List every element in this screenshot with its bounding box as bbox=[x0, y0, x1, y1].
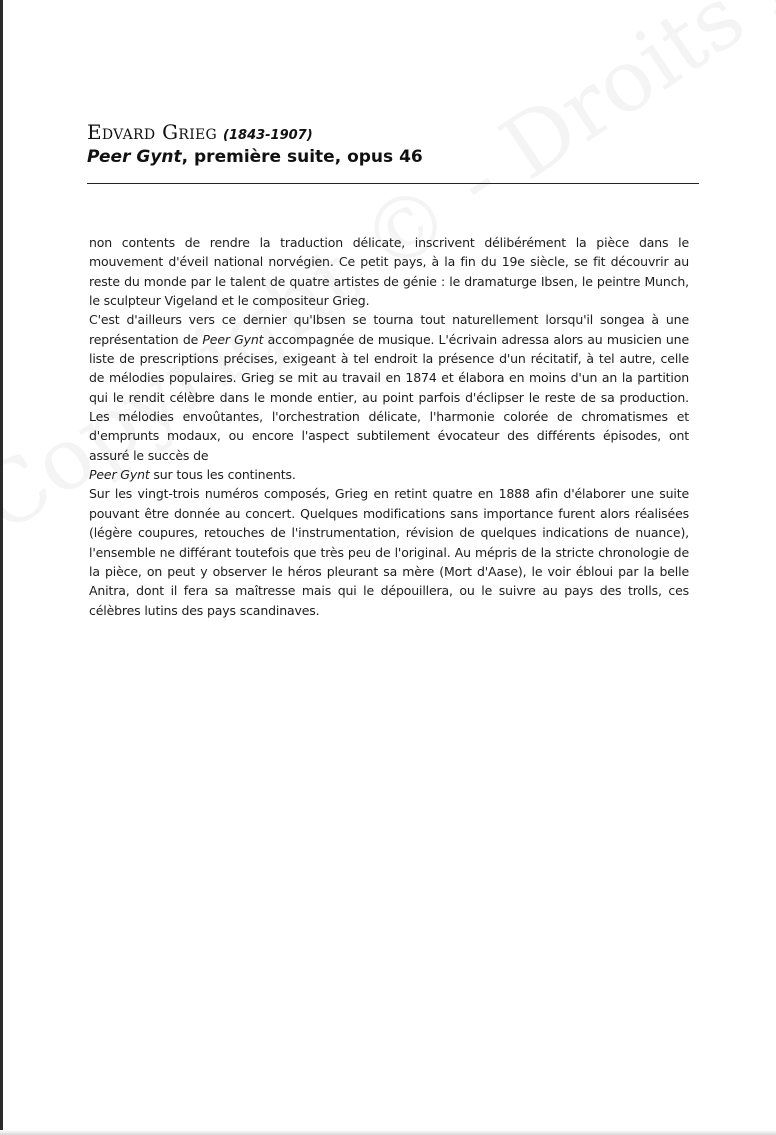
page-header bbox=[87, 120, 699, 168]
paragraph-2-part-c: sur tous les continents. bbox=[149, 467, 296, 483]
paragraph-3: Sur les vingt-trois numéros composés, Grieg en retint quatre en 1888 afin d'élaborer une suite pouvant être donnée au concert. Quelques modifications sans importance furent alors réalisées (légère coupures, retouches de l'instrumentation, révision de quelques indications de nuance), l'ensemble ne différant toutefois que très peu de l'original. Au mépris de la stricte chronologie de la pièce, on peut y observer le héros pleurant sa mère (Mort d'Aase), le voir ébloui par la belle Anitra, dont il fera sa maîtresse mais qui le dépouillera, ou le suivre au pays des trolls, ces célèbres lutins des pays scandinaves. bbox=[89, 486, 689, 618]
composer-name: Edvard Grieg bbox=[87, 120, 218, 144]
scan-bottom-edge bbox=[0, 1130, 776, 1135]
scan-left-edge bbox=[0, 0, 3, 1135]
work-title-line bbox=[87, 146, 699, 168]
inline-title: Peer Gynt bbox=[89, 467, 150, 483]
body-text bbox=[89, 233, 689, 620]
work-title: Peer Gynt bbox=[87, 147, 182, 167]
paragraph-1: non contents de rendre la traduction délicate, inscrivent délibérément la pièce dans le mouvement d'éveil national norvégien. Ce petit pays, à la fin du 19e siècle, se fit découvrir au reste du monde par le talent de quatre artistes de génie : le dramaturge Ibsen, le peintre Munch, le sculpteur Vigeland et le compositeur Grieg. bbox=[89, 235, 689, 309]
composer-dates: (1843-1907) bbox=[223, 128, 313, 143]
work-subtitle: , première suite, opus 46 bbox=[181, 147, 423, 167]
header-divider bbox=[87, 183, 699, 184]
inline-title: Peer Gynt bbox=[202, 331, 264, 347]
paragraph-2-part-a: C'est d'ailleurs vers ce dernier qu'Ibsen se tourna tout naturellement lorsqu'il songea à une représentation de bbox=[89, 312, 689, 347]
composer-line bbox=[87, 120, 699, 146]
paragraph-2 bbox=[89, 310, 689, 484]
paragraph-2-part-b: accompagnée de musique. L'écrivain adressa alors au musicien une liste de prescriptions précises, exigeant à tel endroit la présence d'un récitatif, à tel autre, celle de mélodies populaires. Grieg se mit au travail en 1874 et élabora en moins d'un an la partition qui le rendit célèbre dans le monde entier, au point parfois d'éclipser le reste de sa production. Les mélodies envoûtantes, l'orchestration délicate, l'harmonie colorée de chromatismes et d'emprunts modaux, ou encore l'aspect subtilement évocateur des différents épisodes, ont assuré le succès de bbox=[89, 331, 689, 463]
